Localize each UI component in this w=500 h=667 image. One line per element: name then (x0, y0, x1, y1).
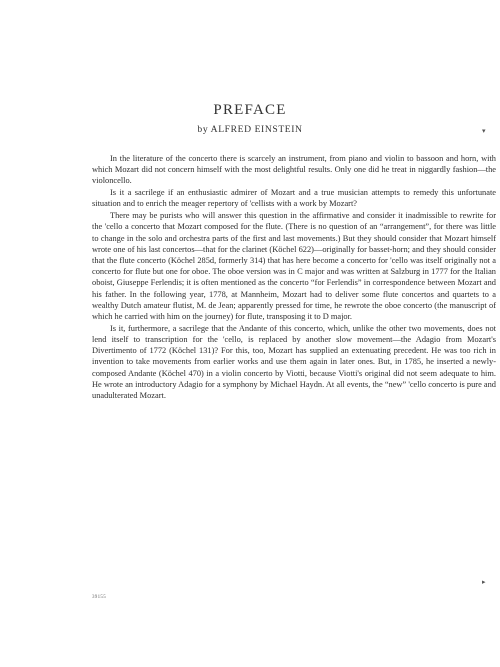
margin-mark: ▾ (482, 127, 486, 135)
paragraph: In the literature of the concerto there is scarcely an instrument, from piano and violin to bassoon and horn, with which Mozart did not concern himself with the most delightful results. Only one did he treat in niggardly fashion—the violoncello. (92, 154, 496, 186)
paragraph: There may be purists who will answer this question in the affirmative and consider it inadmissible to rewrite for the 'cello a concerto that Mozart composed for the flute. (There is no question of an “arrangement”, for there was little to change in the solo and orchestra parts of the first and last movements.) But they should consider that Mozart himself wrote one of his last concertos—that for the clarinet (Köchel 622)—originally for basset-horn; and they should consider that the flute concerto (Köchel 285d, formerly 314) that has here become a concerto for 'cello was itself originally not a concerto for flute but one for oboe. The oboe version was in C major and was written at Salzburg in 1777 for the Italian oboist, Giuseppe Ferlendis; it is often mentioned as the concerto “for Ferlendis” in correspondence between Mozart and his father. In the following year, 1778, at Mannheim, Mozart had to deliver some flute concertos and quartets to a wealthy Dutch amateur flutist, M. de Jean; apparently pressed for time, he rewrote the oboe concerto (the manuscript of which he carried with him on the journey) for flute, transposing it to D major. (92, 211, 496, 322)
author-byline: by ALFRED EINSTEIN (197, 124, 303, 135)
paragraph: Is it a sacrilege if an enthusiastic admirer of Mozart and a true musician attempts to remedy this unfortunate situation and to enrich the meager repertory of 'cellists with a work by Mozart? (92, 188, 496, 209)
body-text (92, 153, 496, 401)
margin-mark: ▸ (482, 578, 486, 586)
plate-number: 39155 (92, 595, 106, 600)
paragraph: Is it, furthermore, a sacrilege that the Andante of this concerto, which, unlike the other two movements, does not lend itself to transcription for the 'cello, is replaced by another slow movement—the Adagio from Mozart's Divertimento of 1772 (Köchel 131)? For this, too, Mozart has supplied an extenuating precedent. He was too rich in invention to take movements from earlier works and use them again in later ones. But, in 1785, he inserted a newly-composed Andante (Köchel 470) in a violin concerto by Viotti, because Viotti's original did not seem adequate to him. He wrote an introductory Adagio for a symphony by Michael Haydn. At all events, the “new” 'cello concerto is pure and unadulterated Mozart. (92, 323, 496, 401)
page-title: PREFACE (213, 102, 287, 118)
